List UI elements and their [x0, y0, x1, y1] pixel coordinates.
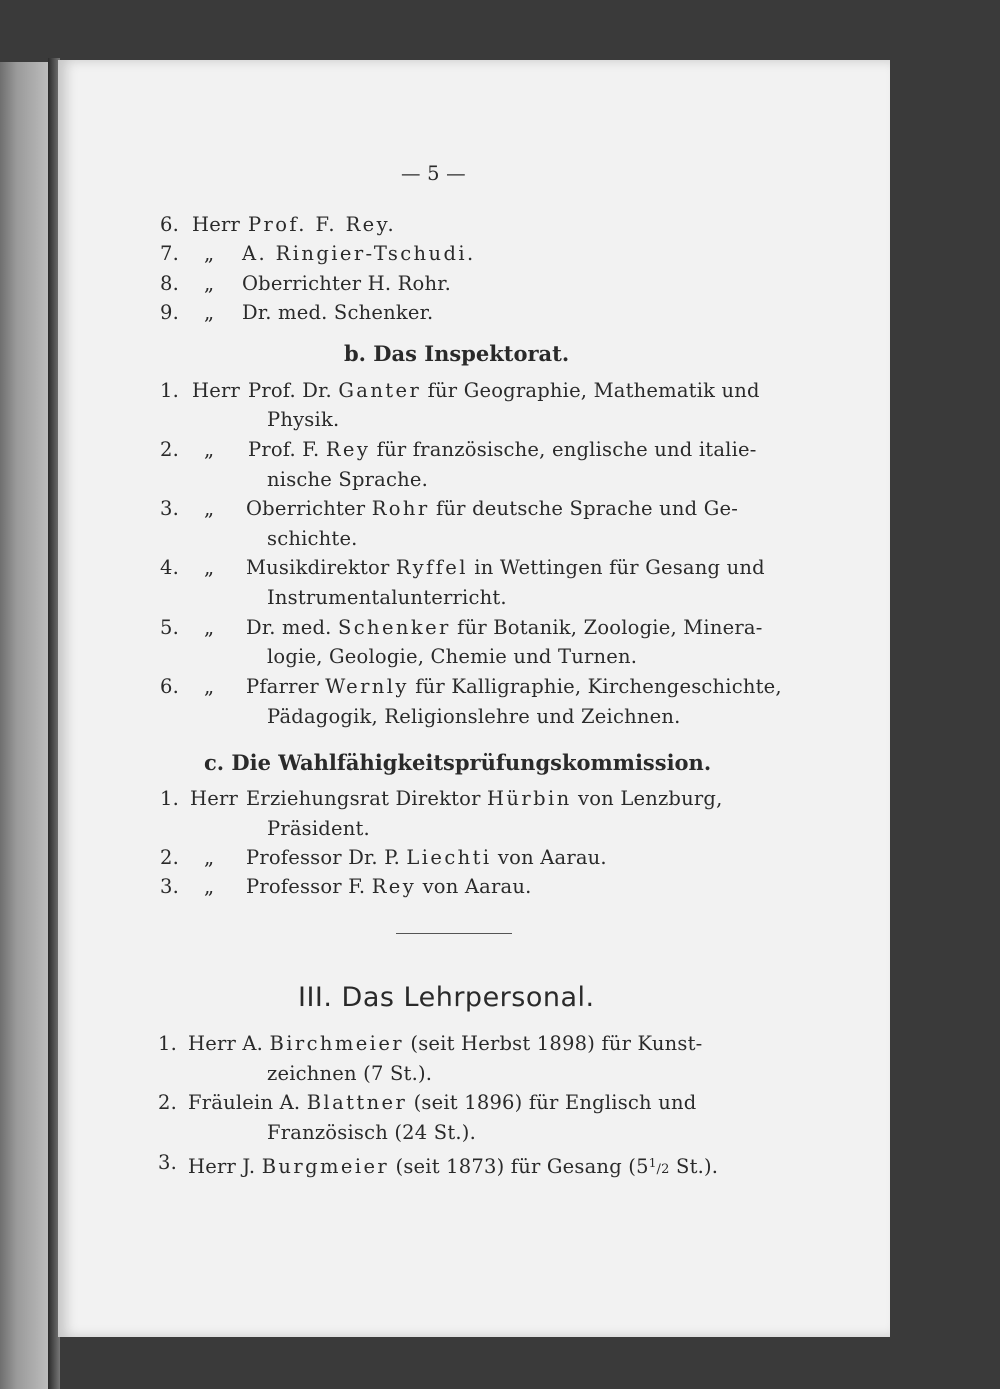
item-title: „ [204, 846, 215, 869]
item-text: Professor F. [246, 875, 366, 898]
item-text: für Kalligraphie, Kirchengeschichte, [415, 675, 782, 698]
page-number: — 5 — [401, 162, 466, 185]
list-item-title: „ [204, 272, 215, 295]
item-number: 1. [158, 1032, 178, 1055]
item-name: Rey [325, 438, 371, 461]
item-text: Prof. Dr. [248, 379, 332, 402]
item-title: „ [204, 675, 215, 698]
section-b-heading: b. Das Inspektorat. [344, 341, 570, 366]
item-name: Burgmeier [261, 1155, 390, 1178]
item-name: Hürbin [487, 787, 572, 810]
list-item-number: 6. [160, 213, 180, 236]
list-item-name: A. Ringier-Tschudi. [242, 242, 476, 265]
item-text: Herr J. [188, 1155, 256, 1178]
fraction [648, 1156, 670, 1177]
list-item-number: 7. [160, 242, 180, 265]
item-continuation: logie, Geologie, Chemie und Turnen. [267, 645, 638, 668]
item-title: „ [204, 616, 215, 639]
item-name: Wernly [325, 675, 409, 698]
item-text: für Botanik, Zoologie, Minera- [457, 616, 763, 639]
list-item-number: 8. [160, 272, 180, 295]
list-item-title: „ [204, 301, 215, 324]
list-item-name: Prof. F. Rey. [248, 213, 397, 236]
list-item-name: Oberrichter H. Rohr. [242, 272, 452, 295]
item-name: Ryffel [395, 556, 468, 579]
list-item-name: Dr. med. Schenker. [242, 301, 434, 324]
item-name: Blattner [306, 1091, 408, 1114]
item-number: 3. [160, 497, 180, 520]
item-text: für französische, englische und italie- [376, 438, 757, 461]
item-continuation: nische Sprache. [267, 468, 429, 491]
item-text: Dr. med. [246, 616, 332, 639]
item-title: „ [204, 556, 215, 579]
item-text: Pfarrer [246, 675, 319, 698]
list-item-title: Herr [192, 213, 240, 236]
item-number: 3. [160, 875, 180, 898]
item-text: (seit 1873) für Gesang (5 [395, 1155, 649, 1178]
item-name: Schenker [337, 616, 451, 639]
item-text: in Wettingen für Gesang und [474, 556, 765, 579]
item-continuation: Französisch (24 St.). [267, 1121, 476, 1144]
item-title: „ [204, 497, 215, 520]
item-name: Rey [371, 875, 417, 898]
fraction-denominator: /2 [656, 1162, 670, 1177]
item-number: 1. [160, 787, 180, 810]
item-continuation: schichte. [267, 527, 358, 550]
item-number: 3. [158, 1151, 178, 1174]
item-text: Herr A. [188, 1032, 264, 1055]
previous-page-edge [0, 62, 48, 1389]
item-text: von Aarau. [422, 875, 532, 898]
item-text: für deutsche Sprache und Ge- [436, 497, 739, 520]
item-number: 4. [160, 556, 180, 579]
item-text: Fräulein A. [188, 1091, 301, 1114]
list-item-title: „ [204, 242, 215, 265]
item-text: Professor Dr. P. [246, 846, 400, 869]
fraction-numerator: 1 [648, 1156, 657, 1170]
section-c-heading: c. Die Wahlfähigkeitsprüfungskommission. [204, 750, 712, 775]
item-number: 2. [160, 438, 180, 461]
item-number: 5. [160, 616, 180, 639]
item-text: von Aarau. [497, 846, 607, 869]
item-continuation: Instrumentalunterricht. [267, 586, 507, 609]
item-number: 2. [160, 846, 180, 869]
item-title: Herr [192, 379, 240, 402]
section-iii-heading: III. Das Lehrpersonal. [298, 982, 595, 1013]
list-item-number: 9. [160, 301, 180, 324]
item-title: Herr [190, 787, 238, 810]
item-text: (seit Herbst 1898) für Kunst- [410, 1032, 703, 1055]
item-number: 1. [160, 379, 180, 402]
item-text: St.). [669, 1155, 719, 1178]
item-number: 6. [160, 675, 180, 698]
item-name: Birchmeier [269, 1032, 404, 1055]
item-title: „ [204, 438, 215, 461]
item-text: Musikdirektor [246, 556, 390, 579]
item-continuation: Physik. [267, 408, 340, 431]
item-title: „ [204, 875, 215, 898]
document-page [58, 60, 890, 1337]
item-text: von Lenzburg, [578, 787, 723, 810]
item-text: Oberrichter [246, 497, 366, 520]
item-name: Ganter [338, 379, 422, 402]
item-number: 2. [158, 1091, 178, 1114]
item-text: (seit 1896) für Englisch und [413, 1091, 697, 1114]
item-continuation: Präsident. [267, 817, 370, 840]
item-continuation: zeichnen (7 St.). [267, 1062, 433, 1085]
section-divider [396, 933, 512, 934]
item-text: für Geographie, Mathematik und [427, 379, 760, 402]
item-text: Prof. F. [248, 438, 320, 461]
item-name: Rohr [371, 497, 430, 520]
item-text: Erziehungsrat Direktor [246, 787, 481, 810]
item-name: Liechti [406, 846, 492, 869]
item-continuation: Pädagogik, Religionslehre und Zeichnen. [267, 705, 681, 728]
